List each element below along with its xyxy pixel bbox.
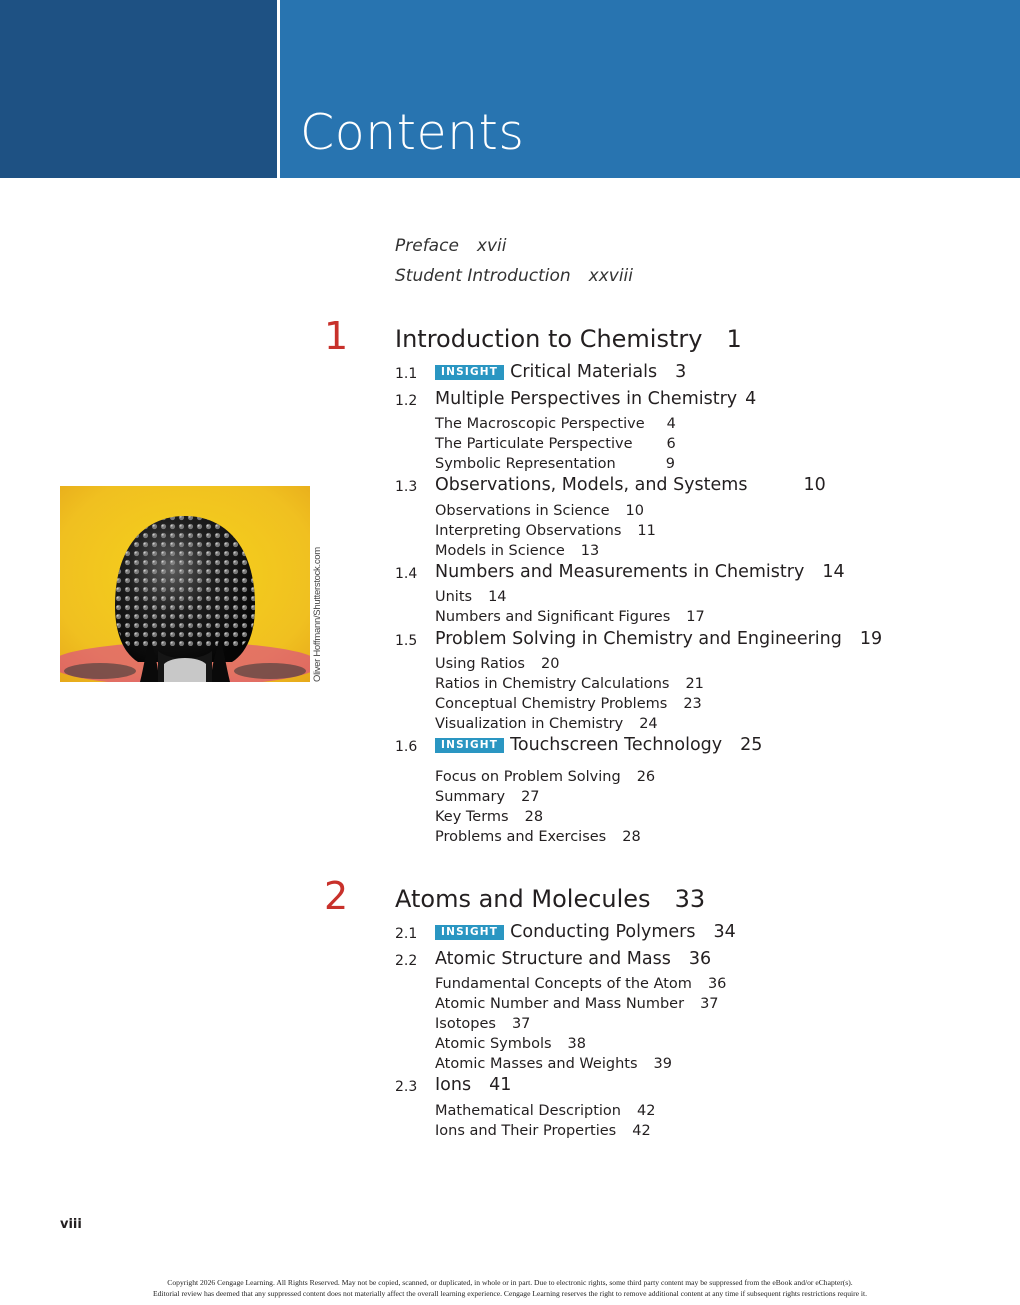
chapter-number: 1 <box>324 314 349 358</box>
chapter-title-text: Introduction to Chemistry <box>395 325 703 353</box>
ferrofluid-illustration <box>60 486 310 682</box>
toc-end-matter-item[interactable] <box>435 810 543 825</box>
section-page: 10 <box>803 475 826 495</box>
toc-end-matter-item[interactable] <box>435 830 641 845</box>
subsection-title: Ions and Their Properties <box>435 1123 617 1139</box>
toc-subsection[interactable] <box>435 457 675 472</box>
subsection-title: Using Ratios <box>435 656 525 672</box>
section-page: 4 <box>745 389 757 409</box>
subsection-title: Conceptual Chemistry Problems <box>435 696 668 712</box>
entry-title: Student Introduction <box>395 266 571 286</box>
subsection-page: 4 <box>666 416 676 432</box>
subsection-page: 20 <box>540 656 560 672</box>
copyright-notice <box>0 1278 1020 1299</box>
subsection-page: 14 <box>488 589 507 605</box>
subsection-title: Models in Science <box>435 543 565 559</box>
toc-subsection[interactable] <box>435 1037 586 1052</box>
subsection-title: Atomic Symbols <box>435 1036 552 1052</box>
section-number: 1.1 <box>395 366 418 382</box>
entry-title: Preface <box>395 236 459 256</box>
section-page: 14 <box>822 562 845 582</box>
toc-subsection[interactable] <box>435 1124 651 1139</box>
subsection-page: 39 <box>653 1056 672 1072</box>
toc-subsection[interactable] <box>435 697 702 712</box>
ferrofluid-photo <box>60 486 310 682</box>
chapter-title[interactable] <box>395 887 705 911</box>
insight-badge: INSIGHT <box>435 925 504 940</box>
photo-credit: Oliver Hoffmann/Shutterstock.com <box>312 547 323 682</box>
section-title: Problem Solving in Chemistry and Engineering <box>435 629 842 649</box>
toc-subsection[interactable] <box>435 524 656 539</box>
section-number: 1.2 <box>395 393 418 409</box>
insight-badge: INSIGHT <box>435 365 504 380</box>
section-title: Conducting Polymers <box>510 922 696 942</box>
header-band-left <box>0 0 277 178</box>
section-number: 1.6 <box>395 739 418 755</box>
section-number: 2.1 <box>395 926 418 942</box>
copyright-line-2: Editorial review has deemed that any suppressed content does not materially affect the overall learning experience. Cengage Learning reserves the right to remove additional content at any time if subsequent rights restrictions require it. <box>152 1288 868 1298</box>
end-matter-page: 26 <box>636 769 656 785</box>
subsection-page: 42 <box>637 1103 656 1119</box>
subsection-page: 37 <box>700 996 719 1012</box>
subsection-title: The Macroscopic Perspective <box>435 416 645 432</box>
toc-subsection[interactable] <box>435 610 705 625</box>
toc-subsection[interactable] <box>435 1057 672 1072</box>
insight-badge: INSIGHT <box>435 738 504 753</box>
section-number: 1.3 <box>395 479 418 495</box>
chapter-number: 2 <box>324 874 349 918</box>
section-title: Observations, Models, and Systems <box>435 475 748 495</box>
subsection-title: Units <box>435 589 473 605</box>
subsection-page: 24 <box>639 716 658 732</box>
section-title: Touchscreen Technology <box>510 735 723 755</box>
toc-subsection[interactable] <box>435 997 719 1012</box>
section-page: 34 <box>713 922 736 942</box>
end-matter-title: Problems and Exercises <box>435 829 607 845</box>
subsection-page: 11 <box>637 523 656 539</box>
entry-page: xvii <box>476 236 507 256</box>
toc-entry-preface[interactable] <box>395 238 507 255</box>
section-page: 25 <box>740 735 763 755</box>
subsection-page: 42 <box>632 1123 651 1139</box>
toc-subsection[interactable] <box>435 1104 655 1119</box>
section-page: 3 <box>675 362 687 382</box>
subsection-page: 17 <box>686 609 705 625</box>
subsection-page: 6 <box>666 436 676 452</box>
subsection-title: Isotopes <box>435 1016 496 1032</box>
section-number: 1.4 <box>395 566 418 582</box>
subsection-title: Observations in Science <box>435 503 610 519</box>
subsection-title: The Particulate Perspective <box>435 436 633 452</box>
section-title: Multiple Perspectives in Chemistry <box>435 389 738 409</box>
subsection-title: Visualization in Chemistry <box>435 716 624 732</box>
toc-end-matter-item[interactable] <box>435 790 540 805</box>
subsection-page: 36 <box>707 976 727 992</box>
chapter-title-text: Atoms and Molecules <box>395 885 651 913</box>
end-matter-title: Focus on Problem Solving <box>435 769 621 785</box>
subsection-page: 10 <box>625 503 644 519</box>
toc-subsection[interactable] <box>435 504 644 519</box>
page-number: viii <box>60 1217 82 1232</box>
subsection-title: Fundamental Concepts of the Atom <box>435 976 692 992</box>
copyright-line-1: Copyright 2026 Cengage Learning. All Rights Reserved. May not be copied, scanned, or duplicated, in whole or in part. Due to electronic rights, some third party content may be suppressed from the eBook and/or eChapter(s). <box>167 1278 853 1287</box>
section-number: 2.2 <box>395 953 418 969</box>
toc-end-matter-item[interactable] <box>435 770 655 785</box>
subsection-page: 9 <box>665 456 675 472</box>
end-matter-title: Key Terms <box>435 809 509 825</box>
subsection-title: Interpreting Observations <box>435 523 622 539</box>
end-matter-page: 27 <box>521 789 540 805</box>
chapter-title[interactable] <box>395 327 742 351</box>
section-title: Critical Materials <box>510 362 658 382</box>
chapter-page: 1 <box>726 325 742 353</box>
section-title: Ions <box>435 1075 472 1095</box>
page-title: Contents <box>300 104 525 161</box>
toc-subsection[interactable] <box>435 1017 530 1032</box>
subsection-page: 21 <box>685 676 704 692</box>
chapter-page: 33 <box>674 885 706 913</box>
subsection-page: 13 <box>580 543 600 559</box>
toc-subsection[interactable] <box>435 437 676 452</box>
end-matter-page: 28 <box>622 829 641 845</box>
subsection-title: Atomic Number and Mass Number <box>435 996 685 1012</box>
toc-subsection[interactable] <box>435 544 599 559</box>
toc-subsection[interactable] <box>435 717 658 732</box>
section-title: Numbers and Measurements in Chemistry <box>435 562 805 582</box>
subsection-title: Numbers and Significant Figures <box>435 609 671 625</box>
section-page: 36 <box>688 949 712 969</box>
section-number: 2.3 <box>395 1079 418 1095</box>
toc-subsection[interactable] <box>435 417 676 432</box>
section-number: 1.5 <box>395 633 418 649</box>
toc-subsection[interactable] <box>435 677 704 692</box>
section-page: 41 <box>489 1075 512 1095</box>
end-matter-title: Summary <box>435 789 506 805</box>
entry-page: xxviii <box>588 266 634 286</box>
toc-entry-student-introduction[interactable] <box>395 268 633 285</box>
toc-subsection[interactable] <box>435 977 726 992</box>
subsection-page: 23 <box>683 696 702 712</box>
subsection-title: Symbolic Representation <box>435 456 616 472</box>
toc-subsection[interactable] <box>435 657 559 672</box>
toc-subsection[interactable] <box>435 590 507 605</box>
end-matter-page: 28 <box>524 809 544 825</box>
subsection-page: 37 <box>511 1016 531 1032</box>
subsection-page: 38 <box>567 1036 586 1052</box>
subsection-title: Mathematical Description <box>435 1103 621 1119</box>
subsection-title: Atomic Masses and Weights <box>435 1056 638 1072</box>
section-title: Atomic Structure and Mass <box>435 949 671 969</box>
section-page: 19 <box>859 629 883 649</box>
subsection-title: Ratios in Chemistry Calculations <box>435 676 670 692</box>
